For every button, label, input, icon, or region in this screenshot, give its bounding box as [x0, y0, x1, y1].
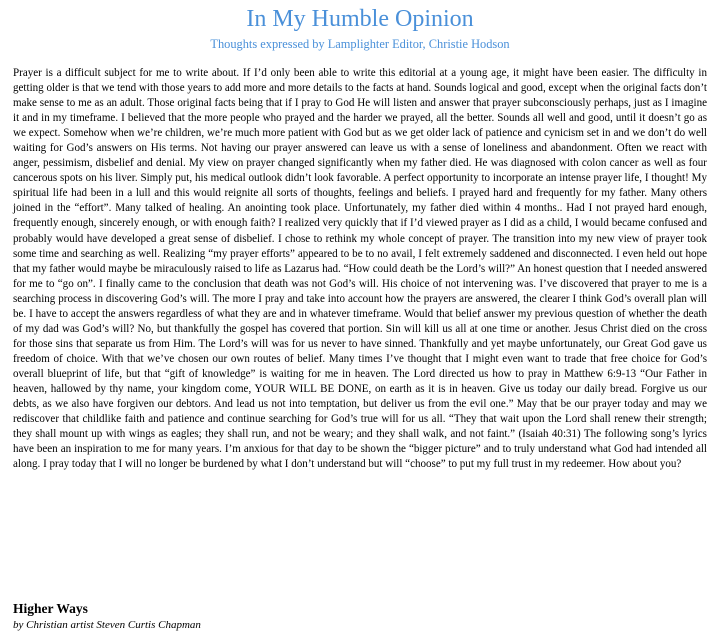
page-title: In My Humble Opinion — [246, 6, 474, 32]
page-subtitle: Thoughts expressed by Lamplighter Editor, Christie Hodson — [210, 37, 510, 51]
editorial-body: Prayer is a difficult subject for me to write about. If I’d only been able to write this editorial at a young age, it might have been easier. The difficulty in getting older is that we tend with those years to add more and more details to the facts at hand. Sounds logical and good, except when the original facts don’t make sense to me as an adult. Those original facts being that if I pray to God He will listen and answer that prayer subconsciously perhaps, just as I imagine it and in my timeframe. I believed that the more people who prayed and the harder we prayed, all the better. Sounds all well and good, until it doesn’t go as we expect. Somehow when we’re children, we’re much more patient with God but as we get older lack of patience and cynicism set in and we don’t do well waiting for God’s answers on His terms. Not having our prayer answered can leave us with a sense of loneliness and abandonment. Often we react with anger, pessimism, disbelief and denial. My view on prayer changed significantly when my father died. He was diagnosed with colon cancer as well as four cancerous spots on his liver. Simply put, his medical outlook didn’t look favorable. A perfect opportunity to incorporate an intense prayer life, I thought! My spiritual life had been in a lull and this would reignite all sorts of thoughts, feelings and beliefs. I prayed hard and frequently for my father. Many others joined in the “effort”. Many talked of healing. An anointing took place. Unfortunately, my father died within 4 months.. Had I not prayed hard enough, frequently enough, sincerely enough, or with enough faith? I realized very quickly that if I’d viewed prayer as I did as a child, I would became confused and probably would have developed a great sense of disbelief. I chose to rethink my whole concept of prayer. The transition into my new view of prayer took some time and searching as well. Realizing “my prayer efforts” appeared to be to no avail, I felt extremely saddened and disconnected. I even held out hope that my father would maybe be miraculously raised to life as Lazarus had. “How could death be the Lord’s will?” An honest question that I needed answered for me to “go on”. I finally came to the conclusion that death was not God’s will. His choice of not intervening was. I’ve discovered that prayer to me is a searching process in discovering God’s will. The more I pray and take into account how the prayers are answered, the clearer I think God’s overall plan will be. I have to accept the answers regardless of what they are and in whatever timeframe. Would that belief answer my previous question of whether the death of my dad was God’s will? No, but thankfully the gospel has covered that portion. Sin will kill us all at one time or another. Jesus Christ died on the cross for those sins that separate us from Him. The Lord’s will was for us never to have sinned. Thankfully and yet maybe unfortunately, our Great God gave us freedom of choice. With that we’ve chosen our own routes of belief. Many times I’ve thought that I might even want to trade that free choice for God’s overall blueprint of life, but that “gift of knowledge” is waiting for me in heaven. The Lord directed us how to pray in Matthew 6:9-13 “Our Father in heaven, hallowed by thy name, your kingdom come, YOUR WILL BE DONE, on earth as it is in heaven. Give us today our daily bread. Forgive us our debts, as we also have forgiven our debtors. And lead us not into temptation, but deliver us from the evil one.” May that be our prayer today and may we rediscover that childlike faith and patience and continue searching for God’s true will for us all. “They that wait upon the Lord shall renew their strength; they shall mount up with wings as eagles; they shall run, and not be weary; and they shall walk, and not faint.” (Isaiah 40:31) The following song’s lyrics have been an inspiration to me for many years. I’m anxious for that day to be shown the “bigger picture” and to truly understand what God had intended all along. I pray today that I will no longer be burdened by what I don’t understand but will “choose” to put my full trust in my redeemer. How about you? — [13, 67, 707, 471]
song-title: Higher Ways — [13, 601, 88, 616]
song-byline: by Christian artist Steven Curtis Chapman — [13, 619, 201, 631]
